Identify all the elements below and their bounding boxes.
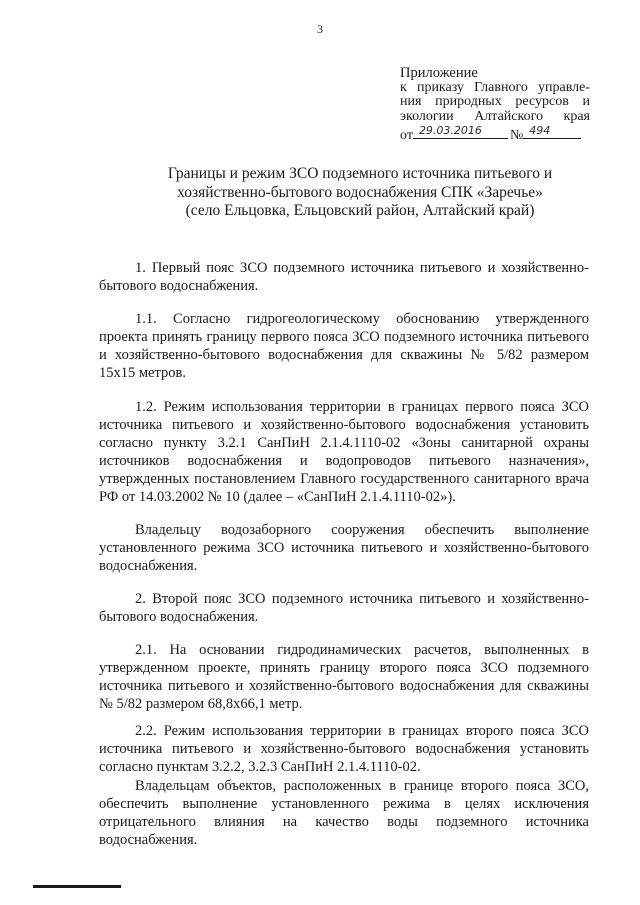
handwritten-date: 29.03.2016 — [418, 123, 482, 137]
paragraph-object-owners: Владельцам объектов, расположенных в границе второго пояса ЗСО, обеспечить выполнение установленного режима в целях исключения отрицательного влияния на качество воды подземного источника водоснабжения. — [99, 778, 589, 848]
appendix-line: ния природных ресурсов и — [400, 94, 590, 109]
paragraph-2-2: 2.2. Режим использования территории в границах второго пояса ЗСО источника питьевого и хозяйственно-бытового водоснабжения установить согласно пунктам 3.2.2, 3.2.3 СанПиН 2.1.4.1110-02. — [99, 723, 589, 775]
title-line: хозяйственно-бытового водоснабжения СПК «Заречье» — [177, 183, 543, 201]
handwritten-number: 494 — [529, 123, 551, 137]
footer-rule — [33, 885, 121, 888]
appendix-block — [400, 66, 590, 144]
title-line: (село Ельцовка, Ельцовский район, Алтайский край) — [185, 202, 535, 219]
date-field — [413, 124, 508, 139]
section-1-heading: 1. Первый пояс ЗСО подземного источника питьевого и хозяйственно-бытового водоснабжения. — [99, 260, 589, 294]
paragraph-1-2: 1.2. Режим использования территории в границах первого пояса ЗСО источника питьевого и хозяйственно-бытового водоснабжения установить согласно пункту 3.2.1 СанПиН 2.1.4.1110-02 «Зоны санитарной охраны источников водоснабжения и водопроводов питьевого назначения», утвержденных постановлением Главного государственного санитарного врача РФ от 14.03.2002 № 10 (далее – «СанПиН 2.1.4.1110-02»). — [99, 399, 589, 505]
number-prefix: № — [509, 128, 524, 143]
paragraph-owner-duty: Владельцу водозаборного сооружения обеспечить выполнение установленного режима ЗСО источника питьевого и хозяйственно-бытового водоснабжения. — [99, 522, 589, 574]
paragraph-1-1: 1.1. Согласно гидрогеологическому обоснованию утвержденного проекта принять границу первого пояса ЗСО подземного источника питьевого и хозяйственно-бытового водоснабжения для скважины № 5/82 размером 15х15 метров. — [99, 311, 589, 381]
appendix-line: к приказу Главного управле- — [400, 79, 590, 95]
title-line: Границы и режим ЗСО подземного источника питьевого и — [167, 165, 553, 182]
page-number: 3 — [317, 22, 323, 36]
appendix-title: Приложение — [400, 65, 478, 81]
section-2-heading: 2. Второй пояс ЗСО подземного источника питьевого и хозяйственно-бытового водоснабжения. — [99, 591, 589, 625]
appendix-date-row — [400, 124, 590, 144]
appendix-line: экологии Алтайского края — [400, 108, 590, 124]
date-prefix: от — [400, 128, 413, 143]
document-title — [100, 165, 620, 221]
number-field — [523, 124, 581, 139]
paragraph-2-1: 2.1. На основании гидродинамических расчетов, выполненных в утвержденном проекте, принять границу второго пояса ЗСО подземного источника питьевого и хозяйственно-бытового водоснабжения для скважины № 5/82 размером 68,8х66,1 метр. — [99, 642, 589, 712]
